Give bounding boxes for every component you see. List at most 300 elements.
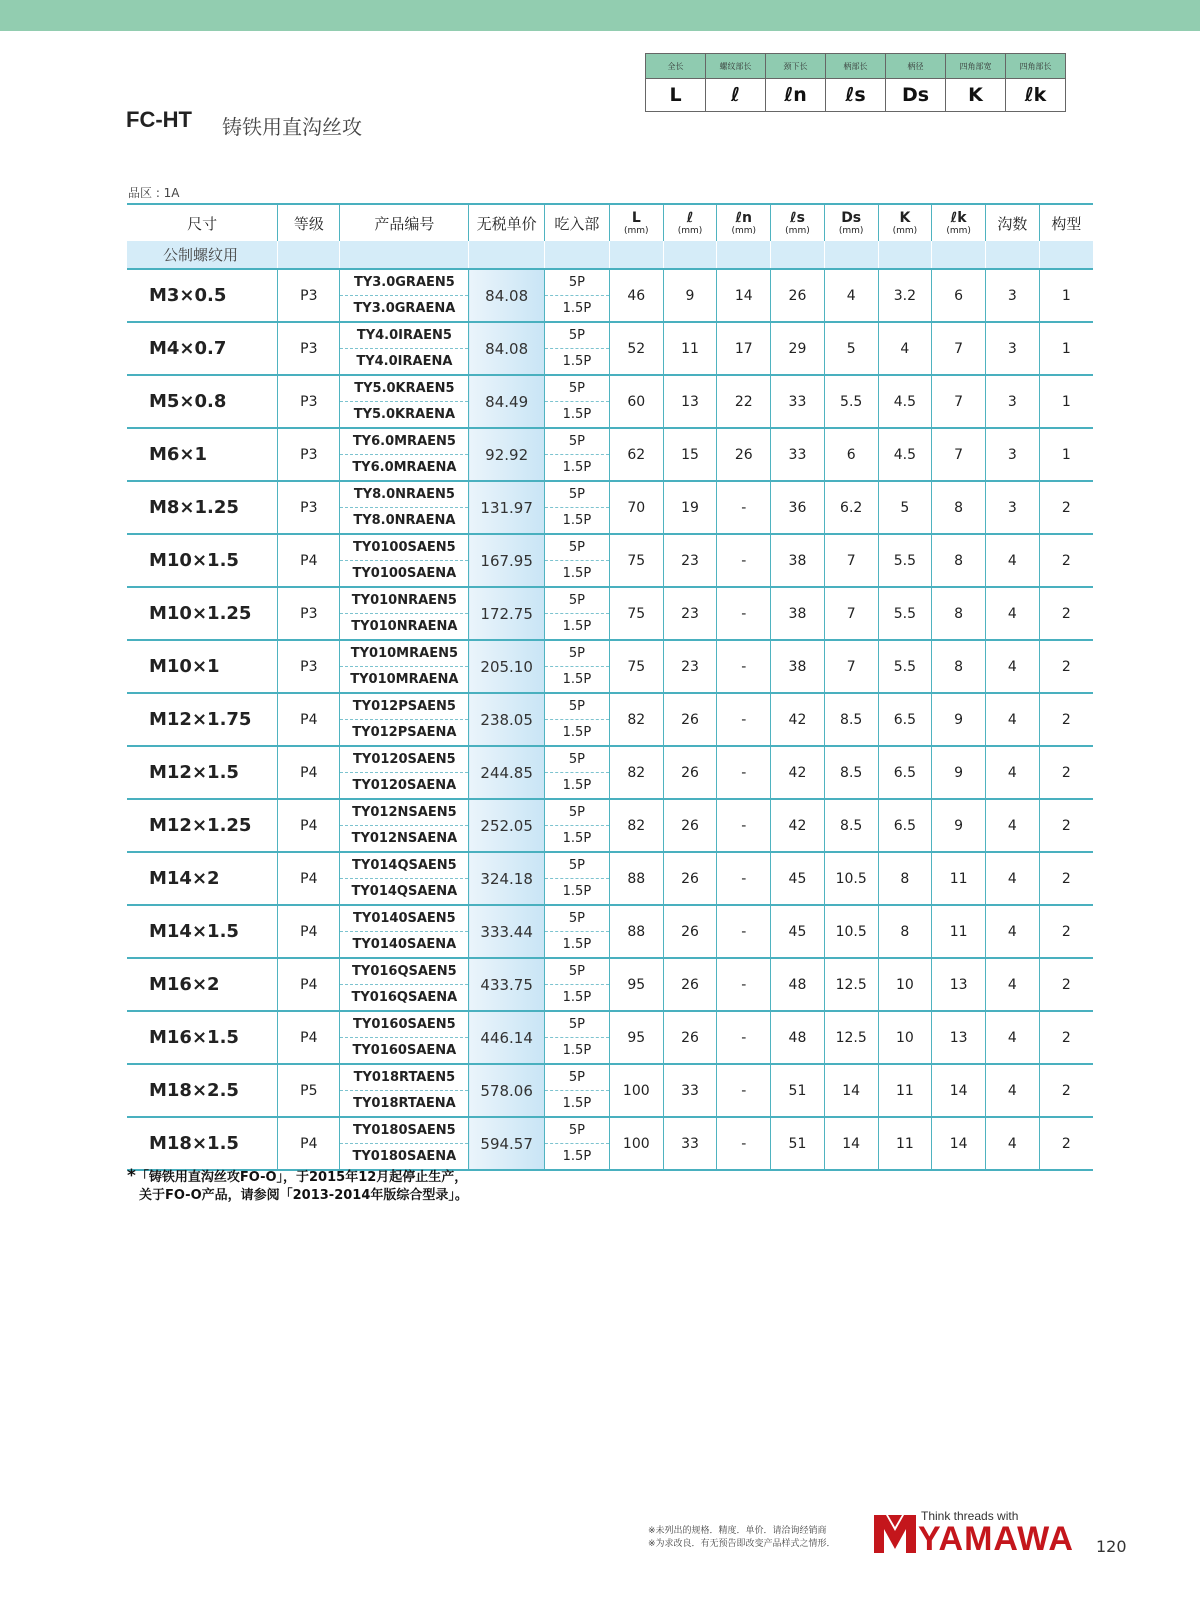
value-cell-l: 62 (609, 428, 663, 481)
value-cell-l: 26 (663, 693, 717, 746)
code-cell (340, 428, 469, 481)
chamfer-cell (544, 905, 609, 958)
col-l-unit: (mm) (677, 225, 703, 236)
table-row (127, 852, 1093, 905)
code-2: TY0120SAENA (352, 778, 457, 793)
size-cell: M12×1.75 (127, 693, 278, 746)
code-cell (340, 269, 469, 322)
category-row (127, 241, 1093, 269)
chamfer-2: 1.5P (562, 407, 592, 422)
value-cell-ln: - (717, 1064, 771, 1117)
value-cell-flutes: 3 (985, 322, 1039, 375)
table-row (127, 534, 1093, 587)
value-cell-lk: 11 (932, 905, 986, 958)
dimension-legend (645, 53, 1066, 112)
value-cell-lk: 7 (932, 322, 986, 375)
value-cell-ds: 7 (824, 640, 878, 693)
col-ls (771, 204, 825, 241)
legend-label: 四角部长 (1006, 54, 1066, 79)
value-cell-ls: 48 (771, 1011, 825, 1064)
col-K-symbol: K (899, 209, 911, 226)
price-cell: 252.05 (469, 799, 544, 852)
page-number: 120 (1096, 1537, 1127, 1556)
value-cell-l: 11 (663, 322, 717, 375)
size-cell: M16×1.5 (127, 1011, 278, 1064)
col-price: 无税单价 (469, 204, 544, 241)
value-cell-k: 3.2 (878, 269, 932, 322)
value-cell-k: 6.5 (878, 693, 932, 746)
col-lk-unit: (mm) (946, 225, 971, 236)
value-cell-ds: 14 (824, 1117, 878, 1170)
col-L-unit: (mm) (624, 225, 649, 236)
col-K-unit: (mm) (892, 225, 918, 236)
value-cell-l: 26 (663, 746, 717, 799)
value-cell-flutes: 3 (985, 428, 1039, 481)
value-cell-type: 2 (1039, 1011, 1093, 1064)
note-line-2: 关于FO-O产品，请参阅「2013-2014年版综合型录」。 (139, 1188, 468, 1203)
value-cell-ln: - (717, 746, 771, 799)
chamfer-1: 5P (545, 641, 609, 667)
value-cell-k: 10 (878, 958, 932, 1011)
grade-cell: P4 (278, 746, 340, 799)
size-cell: M10×1 (127, 640, 278, 693)
code-2: TY016QSAENA (351, 990, 458, 1005)
grade-cell: P3 (278, 428, 340, 481)
chamfer-1: 5P (545, 694, 609, 720)
code-cell (340, 481, 469, 534)
code-1: TY0160SAEN5 (340, 1012, 468, 1038)
price-cell: 84.08 (469, 269, 544, 322)
value-cell-k: 8 (878, 905, 932, 958)
value-cell-ln: - (717, 958, 771, 1011)
table-row (127, 269, 1093, 322)
value-cell-ls: 36 (771, 481, 825, 534)
table-row (127, 1011, 1093, 1064)
col-l-symbol: ℓ (686, 209, 694, 226)
chamfer-1: 5P (545, 588, 609, 614)
yamawa-logo-icon (874, 1511, 916, 1553)
value-cell-l: 13 (663, 375, 717, 428)
chamfer-1: 5P (545, 959, 609, 985)
chamfer-2: 1.5P (562, 831, 592, 846)
legend-symbol: ℓ (706, 79, 766, 112)
grade-cell: P4 (278, 958, 340, 1011)
value-cell-ls: 51 (771, 1064, 825, 1117)
chamfer-2: 1.5P (562, 354, 592, 369)
code-1: TY016QSAEN5 (340, 959, 468, 985)
code-cell (340, 534, 469, 587)
value-cell-type: 1 (1039, 269, 1093, 322)
col-ls-symbol: ℓs (789, 209, 805, 226)
value-cell-type: 2 (1039, 587, 1093, 640)
code-2: TY010NRAENA (351, 619, 458, 634)
value-cell-ds: 5 (824, 322, 878, 375)
code-1: TY0120SAEN5 (340, 747, 468, 773)
value-cell-ln: - (717, 481, 771, 534)
value-cell-ln: 17 (717, 322, 771, 375)
value-cell-flutes: 4 (985, 534, 1039, 587)
value-cell-ln: - (717, 1011, 771, 1064)
chamfer-cell (544, 375, 609, 428)
value-cell-ds: 8.5 (824, 799, 878, 852)
value-cell-l: 15 (663, 428, 717, 481)
value-cell-type: 2 (1039, 1117, 1093, 1170)
value-cell-ds: 4 (824, 269, 878, 322)
value-cell-ln: - (717, 640, 771, 693)
code-2: TY0160SAENA (352, 1043, 457, 1058)
code-cell (340, 693, 469, 746)
note-star: * (127, 1166, 136, 1186)
value-cell-k: 11 (878, 1117, 932, 1170)
value-cell-k: 4.5 (878, 375, 932, 428)
value-cell-type: 1 (1039, 428, 1093, 481)
code-1: TY012PSAEN5 (340, 694, 468, 720)
col-chamfer: 吃入部 (544, 204, 609, 241)
value-cell-k: 5.5 (878, 587, 932, 640)
size-cell: M6×1 (127, 428, 278, 481)
value-cell-type: 2 (1039, 958, 1093, 1011)
table-row (127, 799, 1093, 852)
brand-name: YAMAWA (918, 1520, 1074, 1558)
value-cell-ls: 45 (771, 852, 825, 905)
code-1: TY0140SAEN5 (340, 906, 468, 932)
chamfer-cell (544, 852, 609, 905)
value-cell-ds: 12.5 (824, 1011, 878, 1064)
table-header-row (127, 204, 1093, 241)
value-cell-type: 2 (1039, 693, 1093, 746)
table-row (127, 587, 1093, 640)
table-row (127, 481, 1093, 534)
value-cell-ls: 29 (771, 322, 825, 375)
value-cell-k: 5 (878, 481, 932, 534)
chamfer-2: 1.5P (562, 1149, 592, 1164)
legend-symbol: Ds (886, 79, 946, 112)
chamfer-1: 5P (545, 270, 609, 296)
chamfer-1: 5P (545, 1065, 609, 1091)
price-cell: 92.92 (469, 428, 544, 481)
value-cell-l: 26 (663, 799, 717, 852)
value-cell-l: 75 (609, 640, 663, 693)
value-cell-lk: 11 (932, 852, 986, 905)
chamfer-2: 1.5P (562, 513, 592, 528)
value-cell-type: 1 (1039, 322, 1093, 375)
chamfer-2: 1.5P (562, 725, 592, 740)
footnote-1: ※未列出的规格．精度．单价．请洽询经销商 (648, 1526, 827, 1536)
chamfer-cell (544, 269, 609, 322)
col-ls-unit: (mm) (785, 225, 810, 236)
value-cell-k: 4.5 (878, 428, 932, 481)
value-cell-ls: 26 (771, 269, 825, 322)
chamfer-cell (544, 640, 609, 693)
value-cell-ls: 51 (771, 1117, 825, 1170)
value-cell-l: 23 (663, 640, 717, 693)
code-2: TY3.0GRAENA (353, 301, 456, 316)
value-cell-lk: 8 (932, 587, 986, 640)
legend-symbol: K (946, 79, 1006, 112)
chamfer-2: 1.5P (562, 619, 592, 634)
price-cell: 594.57 (469, 1117, 544, 1170)
code-1: TY018RTAEN5 (340, 1065, 468, 1091)
value-cell-ds: 6 (824, 428, 878, 481)
chamfer-1: 5P (545, 906, 609, 932)
code-1: TY6.0MRAEN5 (340, 429, 468, 455)
value-cell-ls: 33 (771, 428, 825, 481)
value-cell-lk: 7 (932, 375, 986, 428)
table-row (127, 1117, 1093, 1170)
chamfer-2: 1.5P (562, 301, 592, 316)
table-row (127, 1064, 1093, 1117)
value-cell-l: 88 (609, 852, 663, 905)
value-cell-ls: 45 (771, 905, 825, 958)
value-cell-l: 60 (609, 375, 663, 428)
chamfer-2: 1.5P (562, 566, 592, 581)
value-cell-l: 88 (609, 905, 663, 958)
value-cell-l: 26 (663, 852, 717, 905)
code-2: TY018RTAENA (353, 1096, 456, 1111)
code-2: TY010MRAENA (350, 672, 459, 687)
col-ln-symbol: ℓn (735, 209, 753, 226)
value-cell-l: 26 (663, 1011, 717, 1064)
code-2: TY5.0KRAENA (353, 407, 456, 422)
size-cell: M18×2.5 (127, 1064, 278, 1117)
note-line-1: 「铸铁用直沟丝攻FO-O」，于2015年12月起停止生产， (135, 1170, 468, 1185)
value-cell-flutes: 4 (985, 852, 1039, 905)
value-cell-l: 26 (663, 958, 717, 1011)
value-cell-flutes: 4 (985, 1064, 1039, 1117)
chamfer-cell (544, 958, 609, 1011)
size-cell: M16×2 (127, 958, 278, 1011)
size-cell: M8×1.25 (127, 481, 278, 534)
footnote-2: ※为求改良．有无预告即改变产品样式之情形． (648, 1539, 836, 1549)
grade-cell: P4 (278, 799, 340, 852)
code-cell (340, 1064, 469, 1117)
col-L-symbol: L (631, 209, 641, 226)
value-cell-ln: - (717, 1117, 771, 1170)
col-lk-symbol: ℓk (950, 209, 967, 226)
chamfer-cell (544, 1064, 609, 1117)
code-2: TY8.0NRAENA (353, 513, 456, 528)
chamfer-cell (544, 534, 609, 587)
price-cell: 84.08 (469, 322, 544, 375)
value-cell-ds: 8.5 (824, 746, 878, 799)
col-Ds-unit: (mm) (838, 225, 864, 236)
chamfer-1: 5P (545, 535, 609, 561)
value-cell-ln: - (717, 534, 771, 587)
value-cell-ls: 42 (771, 799, 825, 852)
chamfer-1: 5P (545, 1012, 609, 1038)
value-cell-l: 33 (663, 1117, 717, 1170)
size-cell: M14×2 (127, 852, 278, 905)
grade-cell: P4 (278, 905, 340, 958)
code-cell (340, 1117, 469, 1170)
chamfer-1: 5P (545, 800, 609, 826)
price-cell: 167.95 (469, 534, 544, 587)
value-cell-lk: 6 (932, 269, 986, 322)
chamfer-2: 1.5P (562, 1096, 592, 1111)
value-cell-ds: 7 (824, 534, 878, 587)
size-cell: M10×1.5 (127, 534, 278, 587)
value-cell-flutes: 3 (985, 269, 1039, 322)
code-1: TY0100SAEN5 (340, 535, 468, 561)
value-cell-type: 2 (1039, 481, 1093, 534)
col-ln-unit: (mm) (731, 225, 757, 236)
code-cell (340, 640, 469, 693)
col-grade: 等级 (278, 204, 340, 241)
code-2: TY0140SAENA (352, 937, 457, 952)
discontinuation-note (127, 1167, 468, 1205)
value-cell-l: 19 (663, 481, 717, 534)
value-cell-k: 5.5 (878, 534, 932, 587)
value-cell-ds: 8.5 (824, 693, 878, 746)
size-cell: M5×0.8 (127, 375, 278, 428)
value-cell-ln: - (717, 693, 771, 746)
size-cell: M12×1.25 (127, 799, 278, 852)
chamfer-2: 1.5P (562, 1043, 592, 1058)
price-cell: 324.18 (469, 852, 544, 905)
chamfer-1: 5P (545, 323, 609, 349)
col-code: 产品编号 (340, 204, 469, 241)
code-cell (340, 587, 469, 640)
size-cell: M10×1.25 (127, 587, 278, 640)
value-cell-k: 8 (878, 852, 932, 905)
size-cell: M3×0.5 (127, 269, 278, 322)
price-cell: 172.75 (469, 587, 544, 640)
value-cell-lk: 13 (932, 1011, 986, 1064)
value-cell-ls: 42 (771, 746, 825, 799)
legend-label: 全长 (646, 54, 706, 79)
grade-cell: P3 (278, 481, 340, 534)
col-flutes: 沟数 (985, 204, 1039, 241)
value-cell-ln: 22 (717, 375, 771, 428)
code-cell (340, 322, 469, 375)
value-cell-flutes: 3 (985, 481, 1039, 534)
col-size: 尺寸 (127, 204, 278, 241)
value-cell-type: 2 (1039, 799, 1093, 852)
price-cell: 446.14 (469, 1011, 544, 1064)
value-cell-ls: 42 (771, 693, 825, 746)
grade-cell: P5 (278, 1064, 340, 1117)
grade-cell: P4 (278, 1011, 340, 1064)
zone-label: 品区 : 1A (128, 186, 180, 200)
value-cell-flutes: 4 (985, 958, 1039, 1011)
value-cell-k: 6.5 (878, 746, 932, 799)
value-cell-l: 75 (609, 534, 663, 587)
value-cell-l: 75 (609, 587, 663, 640)
value-cell-lk: 8 (932, 534, 986, 587)
top-color-band (0, 0, 1200, 31)
chamfer-1: 5P (545, 747, 609, 773)
table-row (127, 746, 1093, 799)
grade-cell: P4 (278, 1117, 340, 1170)
page-subtitle: 铸铁用直沟丝攻 (222, 115, 362, 139)
chamfer-cell (544, 693, 609, 746)
grade-cell: P4 (278, 534, 340, 587)
value-cell-lk: 8 (932, 640, 986, 693)
value-cell-ln: - (717, 905, 771, 958)
value-cell-l: 9 (663, 269, 717, 322)
value-cell-l: 82 (609, 693, 663, 746)
value-cell-type: 2 (1039, 852, 1093, 905)
grade-cell: P4 (278, 852, 340, 905)
code-1: TY014QSAEN5 (340, 853, 468, 879)
chamfer-cell (544, 1011, 609, 1064)
code-2: TY012NSAENA (351, 831, 458, 846)
size-cell: M4×0.7 (127, 322, 278, 375)
code-1: TY010NRAEN5 (340, 588, 468, 614)
value-cell-flutes: 4 (985, 587, 1039, 640)
value-cell-ds: 12.5 (824, 958, 878, 1011)
table-row (127, 375, 1093, 428)
category-label: 公制螺纹用 (127, 241, 278, 269)
value-cell-ds: 5.5 (824, 375, 878, 428)
value-cell-k: 5.5 (878, 640, 932, 693)
grade-cell: P3 (278, 375, 340, 428)
code-cell (340, 1011, 469, 1064)
chamfer-cell (544, 799, 609, 852)
value-cell-ds: 7 (824, 587, 878, 640)
table-row (127, 428, 1093, 481)
value-cell-ln: 26 (717, 428, 771, 481)
legend-symbol: ℓn (766, 79, 826, 112)
chamfer-1: 5P (545, 482, 609, 508)
value-cell-type: 2 (1039, 905, 1093, 958)
value-cell-lk: 14 (932, 1064, 986, 1117)
legend-label: 柄部长 (826, 54, 886, 79)
value-cell-lk: 9 (932, 746, 986, 799)
chamfer-cell (544, 587, 609, 640)
value-cell-type: 2 (1039, 640, 1093, 693)
chamfer-cell (544, 428, 609, 481)
chamfer-2: 1.5P (562, 778, 592, 793)
value-cell-ds: 6.2 (824, 481, 878, 534)
legend-label: 颈下长 (766, 54, 826, 79)
value-cell-type: 2 (1039, 1064, 1093, 1117)
chamfer-1: 5P (545, 1118, 609, 1144)
brand-slogan: Think threads with (921, 1509, 1019, 1523)
chamfer-cell (544, 1117, 609, 1170)
legend-symbol: ℓk (1006, 79, 1066, 112)
value-cell-ls: 38 (771, 587, 825, 640)
size-cell: M18×1.5 (127, 1117, 278, 1170)
price-cell: 84.49 (469, 375, 544, 428)
size-cell: M14×1.5 (127, 905, 278, 958)
code-1: TY5.0KRAEN5 (340, 376, 468, 402)
value-cell-ls: 38 (771, 534, 825, 587)
value-cell-lk: 9 (932, 693, 986, 746)
product-table (127, 203, 1093, 1171)
price-cell: 244.85 (469, 746, 544, 799)
chamfer-2: 1.5P (562, 937, 592, 952)
value-cell-ls: 48 (771, 958, 825, 1011)
value-cell-ls: 33 (771, 375, 825, 428)
col-Ds (824, 204, 878, 241)
grade-cell: P3 (278, 269, 340, 322)
table-row (127, 905, 1093, 958)
legend-label: 柄径 (886, 54, 946, 79)
price-cell: 131.97 (469, 481, 544, 534)
value-cell-l: 26 (663, 905, 717, 958)
value-cell-l: 95 (609, 958, 663, 1011)
chamfer-2: 1.5P (562, 672, 592, 687)
value-cell-flutes: 3 (985, 375, 1039, 428)
grade-cell: P4 (278, 693, 340, 746)
price-cell: 333.44 (469, 905, 544, 958)
value-cell-ls: 38 (771, 640, 825, 693)
value-cell-k: 4 (878, 322, 932, 375)
value-cell-l: 23 (663, 587, 717, 640)
value-cell-flutes: 4 (985, 1117, 1039, 1170)
col-L (609, 204, 663, 241)
